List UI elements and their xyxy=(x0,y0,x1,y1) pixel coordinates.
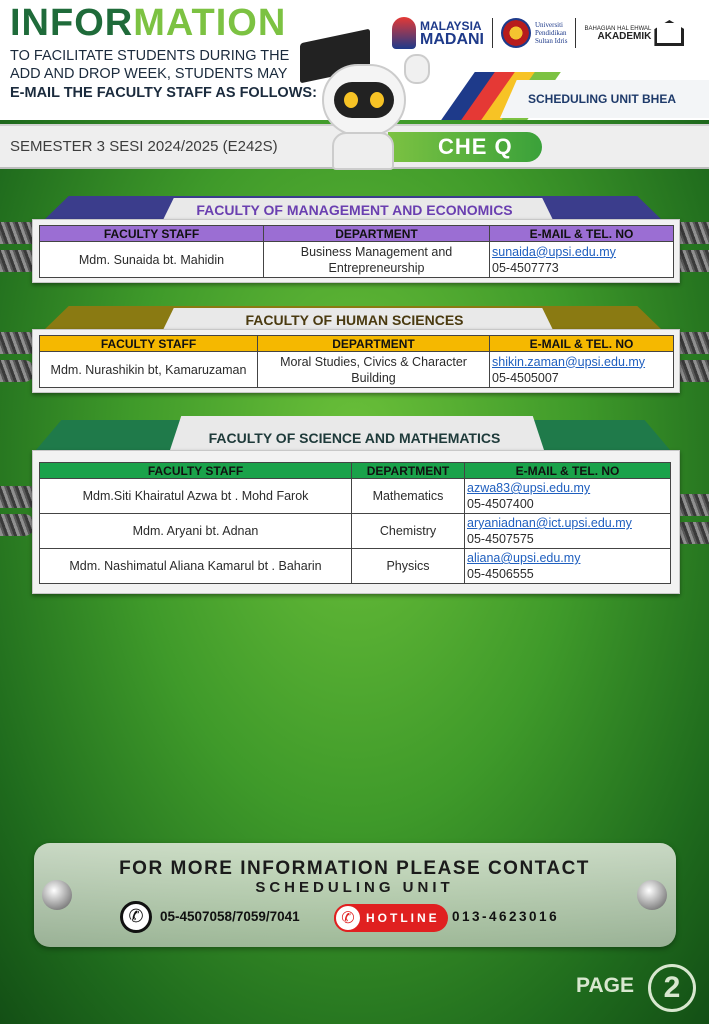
phone-number: 05-4505007 xyxy=(492,370,559,385)
staff-cell: Mdm. Nashimatul Aliana Kamarul bt . Baharin xyxy=(40,549,352,584)
table-row xyxy=(40,352,674,388)
intro-text-bold: E-MAIL THE FACULTY STAFF AS FOLLOWS: xyxy=(10,85,317,101)
scheduling-unit-label: SCHEDULING UNIT BHEA xyxy=(528,92,677,106)
office-phone: 05-4507058/7059/7041 xyxy=(160,909,300,924)
phone-number: 05-4507773 xyxy=(492,260,559,275)
faculty-title: FACULTY OF MANAGEMENT AND ECONOMICS xyxy=(196,202,513,218)
bhea-logo: BAHAGIAN HAL EHWAL AKADEMIK xyxy=(584,20,684,46)
contact-cell xyxy=(490,352,674,388)
column-header: FACULTY STAFF xyxy=(40,226,264,242)
column-header: E-MAIL & TEL. NO xyxy=(465,463,671,479)
malaysia-madani-logo: MALAYSIA MADANI xyxy=(392,17,484,49)
faculty-title: FACULTY OF SCIENCE AND MATHEMATICS xyxy=(208,430,501,446)
page-title: INFORMATION xyxy=(10,2,287,44)
hotline-number: 013-4623016 xyxy=(452,909,560,924)
faculty-title: FACULTY OF HUMAN SCIENCES xyxy=(245,312,464,328)
phone-number: 05-4506555 xyxy=(467,567,534,581)
column-header: DEPARTMENT xyxy=(264,226,490,242)
column-header: E-MAIL & TEL. NO xyxy=(490,226,674,242)
column-header: FACULTY STAFF xyxy=(40,336,258,352)
column-header: DEPARTMENT xyxy=(258,336,490,352)
robot-eye-icon xyxy=(344,92,358,108)
column-header: DEPARTMENT xyxy=(352,463,465,479)
footer-heading: FOR MORE INFORMATION PLEASE CONTACT xyxy=(119,858,590,879)
department-cell: Physics xyxy=(352,549,465,584)
robot-body-icon xyxy=(332,132,394,170)
column-header: E-MAIL & TEL. NO xyxy=(490,336,674,352)
hotline-phone-icon: ✆ xyxy=(334,904,362,932)
contact-cell xyxy=(465,479,671,514)
page-number: 2 xyxy=(648,964,696,1012)
contact-cell xyxy=(490,242,674,278)
hotline-label: HOTLINE xyxy=(366,911,440,925)
phone-icon: ✆ xyxy=(120,901,152,933)
upsi-logo: Universiti Pendidikan Sultan Idris xyxy=(501,18,567,48)
contact-cell xyxy=(465,514,671,549)
department-cell: Moral Studies, Civics & Character Building xyxy=(258,352,490,388)
robot-visor-icon xyxy=(334,82,394,118)
email-link[interactable]: shikin.zaman@upsi.edu.my xyxy=(492,354,646,369)
department-cell: Business Management and Entrepreneurship xyxy=(264,242,490,278)
department-cell: Mathematics xyxy=(352,479,465,514)
robot-mascot-icon xyxy=(296,36,446,170)
staff-cell: Mdm.Siti Khairatul Azwa bt . Mohd Farok xyxy=(40,479,352,514)
department-cell: Chemistry xyxy=(352,514,465,549)
phone-number: 05-4507400 xyxy=(467,497,534,511)
table-row xyxy=(40,242,674,278)
column-header: FACULTY STAFF xyxy=(40,463,352,479)
faculty-table xyxy=(39,335,674,388)
robot-eye-icon xyxy=(370,92,384,108)
staff-cell: Mdm. Nurashikin bt, Kamaruzaman xyxy=(40,352,258,388)
upsi-seal-icon xyxy=(501,18,531,48)
staff-cell: Mdm. Aryani bt. Adnan xyxy=(40,514,352,549)
cable-decoration xyxy=(0,360,35,382)
email-link[interactable]: azwa83@upsi.edu.my xyxy=(467,481,591,495)
logo-divider xyxy=(575,18,576,48)
intro-text: TO FACILITATE STUDENTS DURING THE ADD AND DROP WEEK, STUDENTS MAY xyxy=(10,48,290,82)
table-row xyxy=(40,549,671,584)
program-code: CHE Q xyxy=(438,134,513,159)
email-link[interactable]: aliana@upsi.edu.my xyxy=(467,551,581,565)
email-link[interactable]: sunaida@upsi.edu.my xyxy=(492,244,616,259)
contact-cell xyxy=(465,549,671,584)
table-row xyxy=(40,514,671,549)
robot-hand-icon xyxy=(404,54,430,84)
logo-divider xyxy=(492,18,493,48)
cable-decoration xyxy=(0,514,35,536)
email-link[interactable]: aryaniadnan@ict.upsi.edu.my xyxy=(467,516,632,530)
table-row xyxy=(40,479,671,514)
footer-subheading: SCHEDULING UNIT xyxy=(255,879,454,896)
mortarboard-icon xyxy=(654,20,684,46)
phone-number: 05-4507575 xyxy=(467,532,534,546)
semester-label: SEMESTER 3 SESI 2024/2025 (E242S) xyxy=(10,138,278,155)
page-label: PAGE xyxy=(576,974,634,997)
faculty-table xyxy=(39,225,674,278)
staff-cell: Mdm. Sunaida bt. Mahidin xyxy=(40,242,264,278)
faculty-table xyxy=(39,462,671,584)
